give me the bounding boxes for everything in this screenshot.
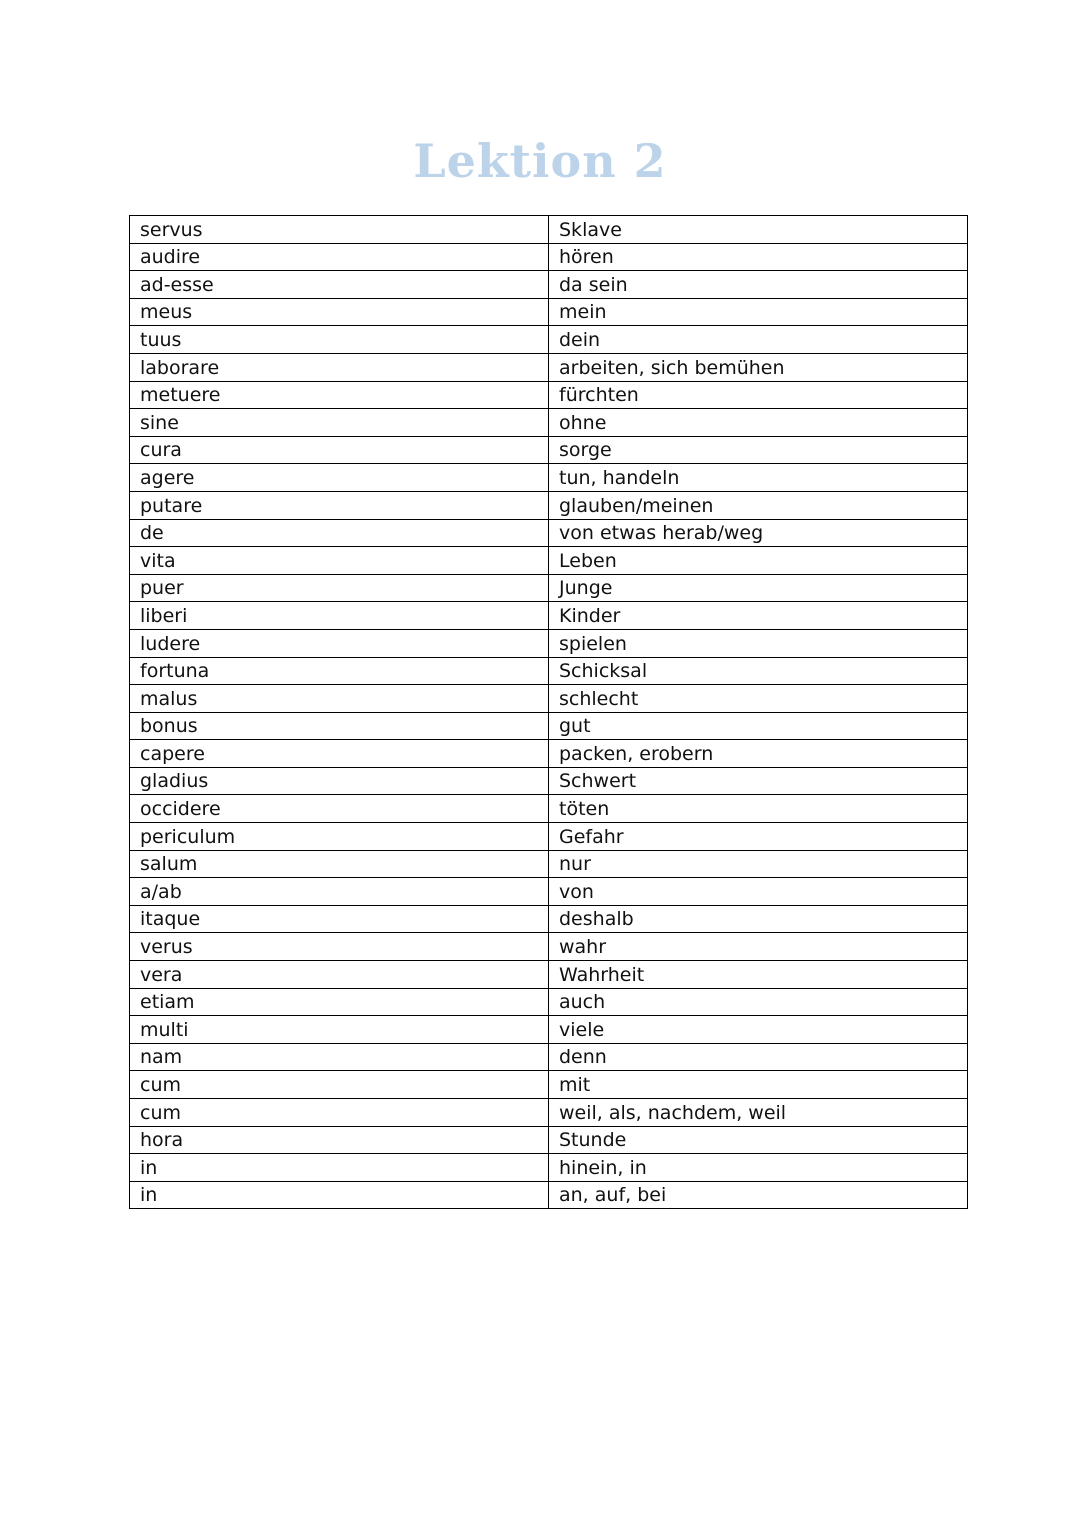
table-row (130, 326, 968, 354)
table-row (130, 298, 968, 326)
german-translation-cell: Sklave (549, 216, 968, 244)
german-translation-cell: an, auf, bei (549, 1181, 968, 1209)
table-row (130, 1126, 968, 1154)
latin-word-cell: ad-esse (130, 271, 549, 299)
german-translation-cell: Schwert (549, 767, 968, 795)
table-row (130, 988, 968, 1016)
latin-word-cell: nam (130, 1043, 549, 1071)
latin-word-cell: a/ab (130, 878, 549, 906)
table-row (130, 795, 968, 823)
latin-word-cell: agere (130, 464, 549, 492)
table-row (130, 712, 968, 740)
table-row (130, 685, 968, 713)
table-row (130, 1043, 968, 1071)
latin-word-cell: audire (130, 243, 549, 271)
german-translation-cell: auch (549, 988, 968, 1016)
german-translation-cell: Junge (549, 574, 968, 602)
german-translation-cell: mit (549, 1071, 968, 1099)
table-row (130, 519, 968, 547)
german-translation-cell: hören (549, 243, 968, 271)
german-translation-cell: wahr (549, 933, 968, 961)
latin-word-cell: vita (130, 547, 549, 575)
latin-word-cell: metuere (130, 381, 549, 409)
latin-word-cell: in (130, 1154, 549, 1182)
table-row (130, 353, 968, 381)
german-translation-cell: nur (549, 850, 968, 878)
table-row (130, 1181, 968, 1209)
german-translation-cell: deshalb (549, 905, 968, 933)
german-translation-cell: ohne (549, 409, 968, 437)
german-translation-cell: Schicksal (549, 657, 968, 685)
vocabulary-table-body (130, 216, 968, 1209)
latin-word-cell: cura (130, 436, 549, 464)
german-translation-cell: Gefahr (549, 823, 968, 851)
german-translation-cell: spielen (549, 629, 968, 657)
table-row (130, 1154, 968, 1182)
latin-word-cell: vera (130, 961, 549, 989)
german-translation-cell: Leben (549, 547, 968, 575)
table-row (130, 574, 968, 602)
table-row (130, 271, 968, 299)
latin-word-cell: etiam (130, 988, 549, 1016)
german-translation-cell: mein (549, 298, 968, 326)
latin-word-cell: bonus (130, 712, 549, 740)
table-row (130, 1099, 968, 1127)
table-row (130, 823, 968, 851)
german-translation-cell: viele (549, 1016, 968, 1044)
table-row (130, 878, 968, 906)
latin-word-cell: multi (130, 1016, 549, 1044)
latin-word-cell: meus (130, 298, 549, 326)
latin-word-cell: tuus (130, 326, 549, 354)
latin-word-cell: de (130, 519, 549, 547)
table-row (130, 1071, 968, 1099)
latin-word-cell: putare (130, 491, 549, 519)
latin-word-cell: gladius (130, 767, 549, 795)
latin-word-cell: puer (130, 574, 549, 602)
latin-word-cell: fortuna (130, 657, 549, 685)
german-translation-cell: von (549, 878, 968, 906)
latin-word-cell: occidere (130, 795, 549, 823)
latin-word-cell: cum (130, 1099, 549, 1127)
german-translation-cell: weil, als, nachdem, weil (549, 1099, 968, 1127)
table-row (130, 767, 968, 795)
latin-word-cell: periculum (130, 823, 549, 851)
german-translation-cell: denn (549, 1043, 968, 1071)
table-row (130, 491, 968, 519)
latin-word-cell: cum (130, 1071, 549, 1099)
table-row (130, 961, 968, 989)
table-row (130, 602, 968, 630)
latin-word-cell: liberi (130, 602, 549, 630)
german-translation-cell: Wahrheit (549, 961, 968, 989)
german-translation-cell: fürchten (549, 381, 968, 409)
german-translation-cell: von etwas herab/weg (549, 519, 968, 547)
table-row (130, 657, 968, 685)
german-translation-cell: gut (549, 712, 968, 740)
german-translation-cell: schlecht (549, 685, 968, 713)
table-row (130, 216, 968, 244)
german-translation-cell: tun, handeln (549, 464, 968, 492)
german-translation-cell: sorge (549, 436, 968, 464)
german-translation-cell: packen, erobern (549, 740, 968, 768)
table-row (130, 933, 968, 961)
latin-word-cell: hora (130, 1126, 549, 1154)
latin-word-cell: salum (130, 850, 549, 878)
page-title: Lektion 2 (413, 134, 667, 188)
vocabulary-table (129, 215, 968, 1209)
table-row (130, 905, 968, 933)
table-row (130, 629, 968, 657)
table-row (130, 243, 968, 271)
german-translation-cell: töten (549, 795, 968, 823)
german-translation-cell: glauben/meinen (549, 491, 968, 519)
table-row (130, 409, 968, 437)
german-translation-cell: arbeiten, sich bemühen (549, 353, 968, 381)
table-row (130, 547, 968, 575)
table-row (130, 1016, 968, 1044)
table-row (130, 381, 968, 409)
german-translation-cell: hinein, in (549, 1154, 968, 1182)
german-translation-cell: Stunde (549, 1126, 968, 1154)
latin-word-cell: ludere (130, 629, 549, 657)
latin-word-cell: laborare (130, 353, 549, 381)
table-row (130, 850, 968, 878)
latin-word-cell: itaque (130, 905, 549, 933)
latin-word-cell: verus (130, 933, 549, 961)
german-translation-cell: da sein (549, 271, 968, 299)
table-row (130, 740, 968, 768)
table-row (130, 464, 968, 492)
latin-word-cell: in (130, 1181, 549, 1209)
table-row (130, 436, 968, 464)
german-translation-cell: dein (549, 326, 968, 354)
latin-word-cell: servus (130, 216, 549, 244)
latin-word-cell: malus (130, 685, 549, 713)
german-translation-cell: Kinder (549, 602, 968, 630)
latin-word-cell: sine (130, 409, 549, 437)
latin-word-cell: capere (130, 740, 549, 768)
